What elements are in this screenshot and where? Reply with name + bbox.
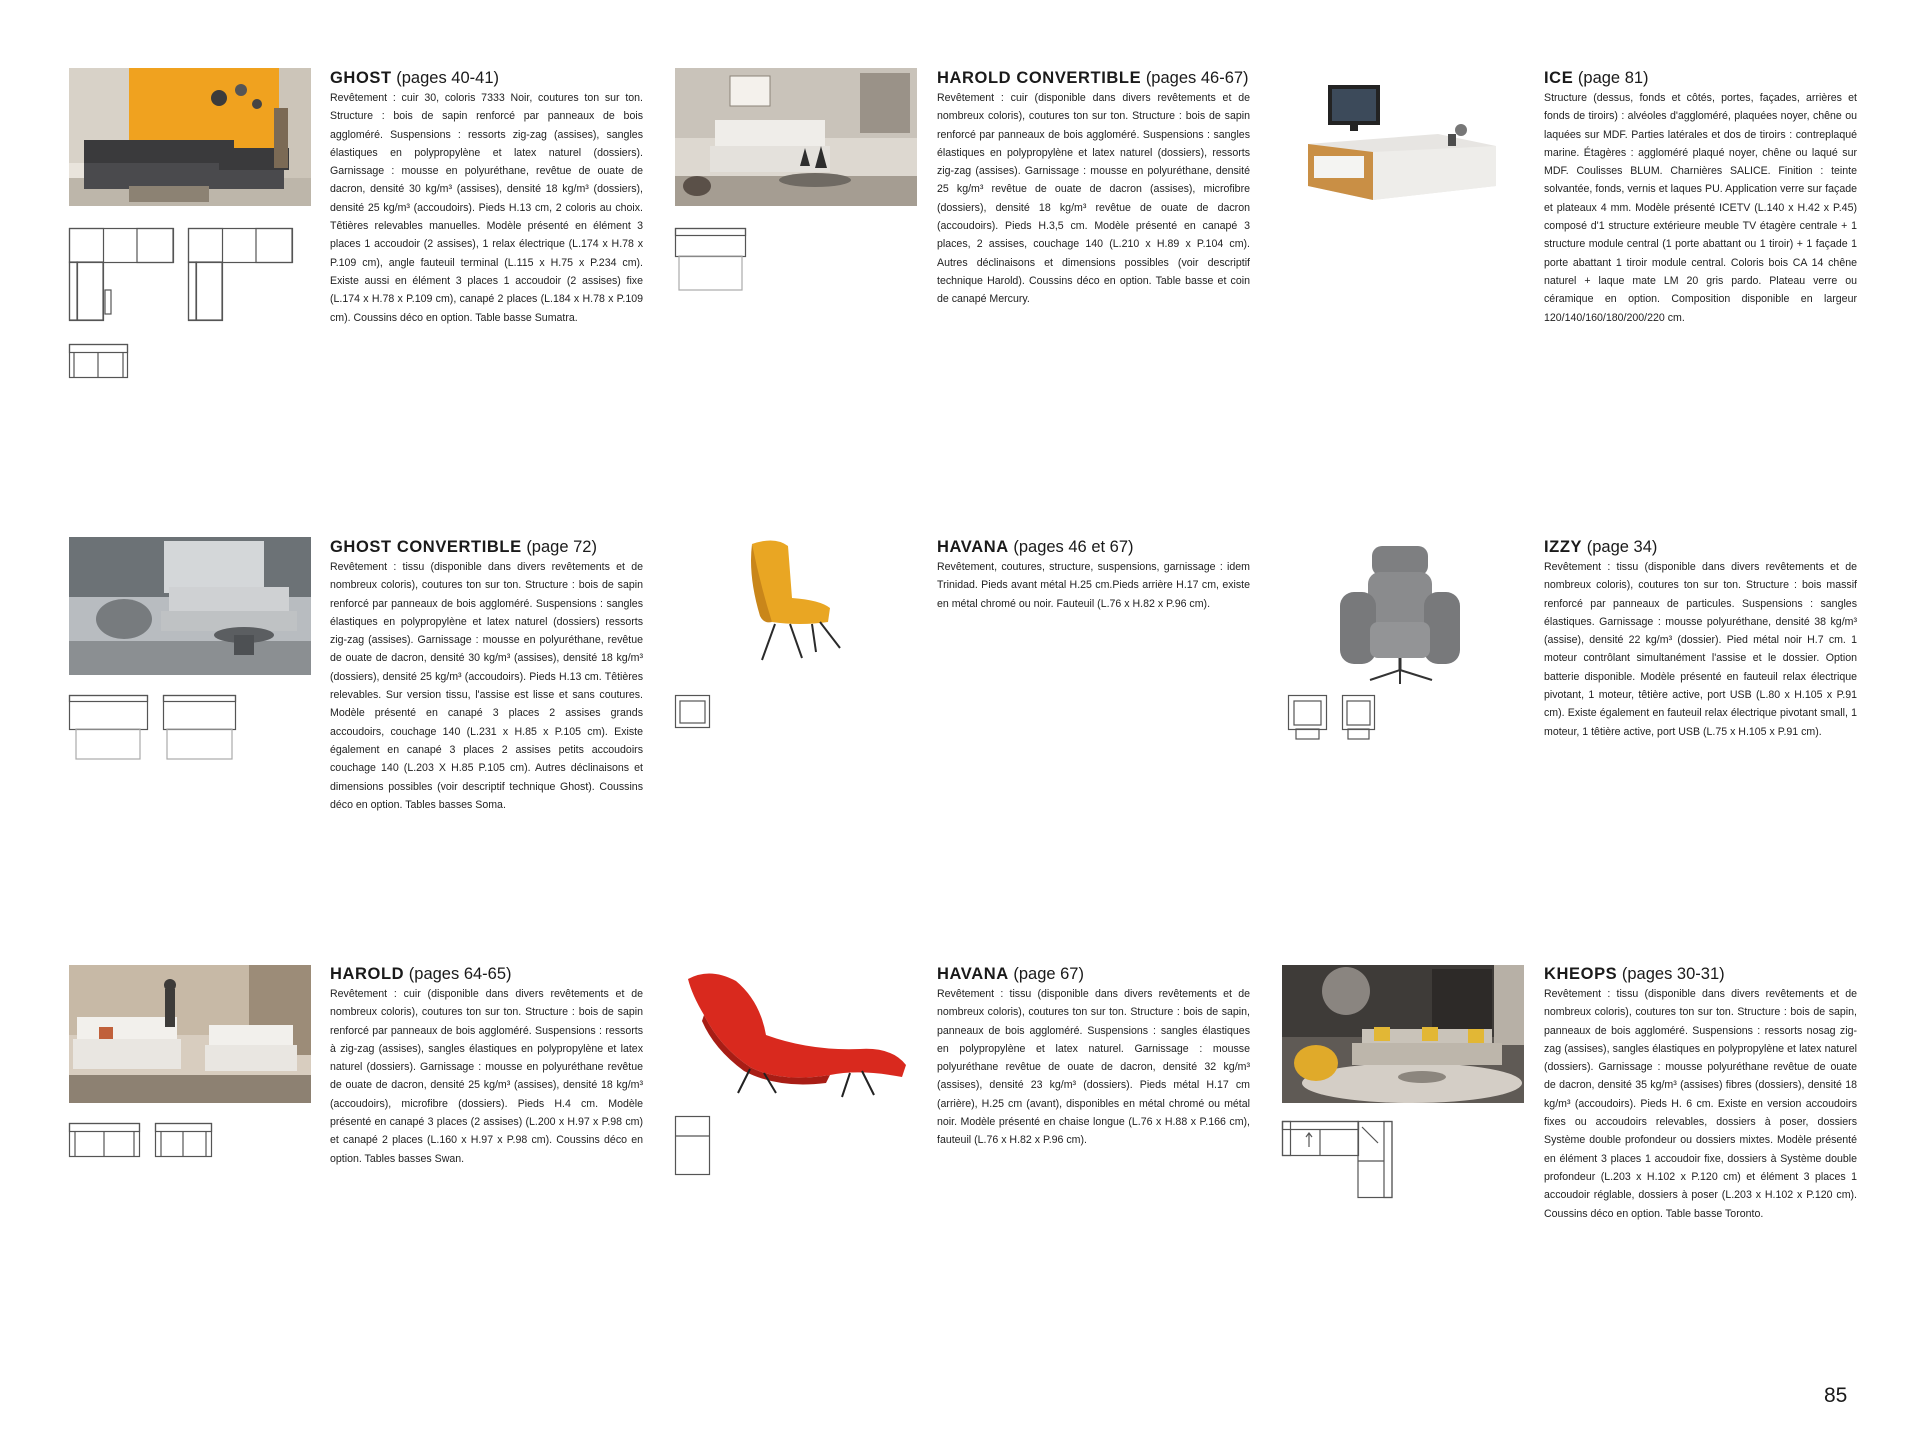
product-description: Revêtement : tissu (disponible dans divers revêtements et de nombreux coloris), coutures ton sur ton. Structure : bois de sapin, panneaux de bois aggloméré. Suspensions : sangles élastiques en polypropylène et latex naturel. Garnissage : mousse polyuréthane revêtue de ouate de dacron, densité 32 kg/m³ (assises), densité 23 kg/m³ (dossiers). Pieds métal H.17 cm (arrière), H.25 cm (avant), disponibles en métal chromé ou métal noir. Modèle présenté en chaise longue (L.76 x H.88 x P.166 cm), fauteuil (L.76 x H.82 x P.96 cm). [937, 988, 1250, 1147]
ghost-convertible-plan-small [163, 695, 241, 763]
product-pages: (page 34) [1586, 538, 1658, 556]
ghost-convertible-plan-large [69, 695, 153, 763]
havana-armchair-product-photo [730, 536, 870, 676]
kheops-product-photo [1282, 965, 1524, 1103]
product-description: Revêtement : cuir (disponible dans divers revêtements et de nombreux coloris), coutures ton sur ton. Structure : bois de sapin renforcé par panneaux de bois aggloméré. Suspensions : ressorts à zig-zag (assises), sangles élastiques en polypropylène et latex naturel (dossiers). Garnissage : mousse en polyuréthane revêtue de ouate de dacron, densité 25 kg/m³ (assises), densité 18 kg/m³ (accoudoirs), microfibre (dossiers). Pieds H.4 cm. Modèle présenté en canapé 3 places (2 assises) (L.200 x H.97 x P.98 cm) et canapé 2 places (L.160 x H.97 x P.98 cm). Coussins déco en option. Tables basses Swan. [330, 988, 643, 1165]
ice-product-photo [1298, 68, 1508, 218]
harold-convertible-bed-plan [675, 228, 751, 294]
harold-convertible-text-block [937, 68, 1250, 309]
harold-product-photo [69, 965, 311, 1103]
product-name: KHEOPS [1544, 965, 1618, 983]
harold-title [330, 964, 643, 984]
kheops-corner-plan [1282, 1121, 1398, 1203]
product-name: HAROLD CONVERTIBLE [937, 69, 1142, 87]
izzy-plan-small [1342, 695, 1382, 743]
product-description: Revêtement : cuir (disponible dans divers revêtements et de nombreux coloris), coutures ton sur ton. Structure : bois de sapin renforcé par panneaux de bois aggloméré. Suspensions : sangles élastiques en polypropylène et latex naturel (dossiers), ressorts zig-zag (assises). Garnissage : mousse en polyuréthane, densité 25 kg/m³ revêtue de ouate de dacron (assises), microfibre (dossiers), densité 18 kg/m³ revêtue de ouate de dacron (accoudoirs). Pieds H.3,5 cm. Modèle présenté en canapé 3 places, 2 assises, couchage 140 (L.210 x H.89 x P.104 cm). Autres déclinaisons et dimensions possibles (voir descriptif technique Harold). Coussins déco en option. Table basse et coin de canapé Mercury. [937, 92, 1250, 306]
harold-convertible-title [937, 68, 1250, 88]
havana-chaise-longue-plan [675, 1116, 713, 1178]
havana-armchair-title [937, 537, 1250, 557]
kheops-title [1544, 964, 1857, 984]
kheops-text-block [1544, 964, 1857, 1223]
ghost-convertible-text-block [330, 537, 643, 814]
product-description: Revêtement, coutures, structure, suspensions, garnissage : idem Trinidad. Pieds avant métal H.25 cm.Pieds arrière H.17 cm, existe en métal chromé ou noir. Fauteuil (L.76 x H.82 x P.96 cm). [937, 561, 1250, 610]
ghost-corner-plan-right [188, 228, 298, 326]
product-description: Revêtement : tissu (disponible dans divers revêtements et de nombreux coloris), coutures ton sur ton. Structure : bois massif renforcé par panneaux de particules. Suspensions : sangles élastiques. Garnissage : mousse polyuréthane, densité 38 kg/m³ (assise), densité 22 kg/m³ (dossier). Pied métal noir H.7 cm. 1 moteur contrôlant simultanément l'assise et le dossier. Option batterie disponible. Modèle présenté en fauteuil relax électrique pivotant, 1 moteur, têtière active, port USB (L.80 x H.105 x P.91 cm). Existe également en fauteuil relax électrique pivotant small, 1 moteur, 1 têtière active, port USB (L.75 x H.105 x P.91 cm). [1544, 561, 1857, 738]
product-description: Revêtement : tissu (disponible dans divers revêtements et de nombreux coloris), coutures ton sur ton. Structure : bois de sapin renforcé par panneaux de bois aggloméré. Suspensions : sangles élastiques en polypropylène et latex naturel (dossiers) ressorts zig-zag (assises). Garnissage : mousse en polyuréthane, revêtue de ouate de dacron, densité 30 kg/m³ (assises), densité 18 kg/m³ (dossiers), densité 25 kg/m³ (accoudoirs). Pieds H.13 cm. Têtières relevables. Sur version tissu, l'assise est lisse et sans coutures. Modèle présenté en canapé 3 places 2 assises grands accoudoirs, couchage 140 (L.231 x H.85 x P.105 cm). Existe également en canapé 3 places 2 assises petits accoudoirs couchage 140 (L.203 X H.85 P.105 cm). Autres déclinaisons et dimensions possibles (voir descriptif technique Ghost). Coussins déco en option. Tables basses Soma. [330, 561, 643, 811]
product-pages: (pages 30-31) [1621, 965, 1725, 983]
product-description: Revêtement : tissu (disponible dans divers revêtements et de nombreux coloris), coutures ton sur ton. Structure : bois de sapin, panneaux de bois aggloméré. Suspensions : ressorts nosag zig-zag (assises), sangles élastiques en polypropylène et latex naturel (dossiers). Garnissage : mousse polyuréthane revêtue de ouate de dacron, densité 35 kg/m³ (assises) fibres (dossiers), densité 18 kg/m³ (accoudoirs). Pieds H. 6 cm. Existe en version accoudoirs fixes ou accoudoirs relevables, dossiers à poser, dossiers Système double profondeur ou dossiers mixtes. Modèle présenté en élément 3 places 1 accoudoir fixe, dossiers à Système double profondeur (L.203 x H.102 x P.120 cm) et élément 3 places 1 accoudoir réglable, dossiers à poser (L.203 x H.102 x P.120 cm). Coussins déco en option. Table basse Toronto. [1544, 988, 1857, 1220]
product-name: GHOST CONVERTIBLE [330, 538, 522, 556]
harold-convertible-product-photo [675, 68, 917, 206]
izzy-product-photo [1320, 538, 1480, 688]
havana-chaise-longue-product-photo [680, 965, 912, 1103]
product-description: Structure (dessus, fonds et côtés, portes, façades, arrières et fonds de tiroirs) : alvéoles d'aggloméré, plaquées noyer, chêne ou laquées sur MDF. Parties latérales et dos de tiroirs : contreplaqué marine. Étagères : aggloméré plaqué noyer, chêne ou laqué sur MDF. Coulisses BLUM. Charnières SALICE. Finition : teinte solvantée, fonds, vernis et laques PU. Application verre sur façade et plateaux 4 mm. Modèle présenté ICETV (L.140 x H.42 x P.45) composé d'1 structure extérieure meuble TV étagère centrale + 1 structure module central (1 porte abattant ou 1 tiroir) + 1 façade 1 porte abattant 1 tiroir module central. Coloris bois CA 14 chêne naturel + laque mate LM 20 gris pardo. Plateau verre ou céramique en option. Composition disponible en largeur 120/140/160/180/200/220 cm. [1544, 92, 1857, 324]
ghost-convertible-title [330, 537, 643, 557]
product-pages: (page 72) [526, 538, 597, 556]
product-name: ICE [1544, 69, 1574, 87]
product-name: HAVANA [937, 965, 1009, 983]
ghost-title [330, 68, 643, 88]
ice-text-block [1544, 68, 1857, 327]
harold-2-seat-plan [155, 1123, 217, 1161]
product-name: GHOST [330, 69, 392, 87]
ice-title [1544, 68, 1857, 88]
havana-armchair-plan [675, 695, 713, 731]
harold-3-seat-plan [69, 1123, 145, 1161]
page-number: 85 [1824, 1384, 1848, 1407]
ghost-convertible-product-photo [69, 537, 311, 675]
izzy-plan-standard [1288, 695, 1332, 743]
ghost-sofa-plan [69, 344, 131, 380]
product-pages: (pages 46-67) [1145, 69, 1249, 87]
izzy-title [1544, 537, 1857, 557]
product-name: IZZY [1544, 538, 1583, 556]
product-pages: (pages 46 et 67) [1013, 538, 1134, 556]
havana-armchair-text-block [937, 537, 1250, 613]
ghost-product-photo [69, 68, 311, 206]
ghost-corner-plan-left [69, 228, 179, 326]
havana-chaise-longue-title [937, 964, 1250, 984]
havana-chaise-longue-text-block [937, 964, 1250, 1150]
product-pages: (page 67) [1013, 965, 1084, 983]
product-description: Revêtement : cuir 30, coloris 7333 Noir, coutures ton sur ton. Structure : bois de sapin renforcé par panneaux de bois aggloméré. Suspensions : ressorts zig-zag (assises), sangles élastiques en polypropylène et latex naturel (dossiers). Garnissage : mousse en polyuréthane, revêtue de ouate de dacron, densité 30 kg/m³ (assises), densité 18 kg/m³ (dossiers), densité 25 kg/m³ (accoudoirs). Pieds H.13 cm, 2 coloris au choix. Têtières relevables manuelles. Modèle présenté en élément 3 places 1 accoudoir (2 assises), 1 relax électrique (L.174 x H.78 x P.109 cm), angle fauteuil terminal (L.115 x H.75 x P.234 cm). Existe aussi en élément 3 places 1 accoudoir (2 assises) fixe (L.174 x H.78 x P.109 cm), canapé 2 places (L.184 x H.78 x P.109 cm). Coussins déco en option. Table basse Sumatra. [330, 92, 643, 324]
product-pages: (pages 40-41) [396, 69, 499, 87]
product-name: HAROLD [330, 965, 405, 983]
product-name: HAVANA [937, 538, 1009, 556]
harold-text-block [330, 964, 643, 1168]
product-pages: (page 81) [1577, 69, 1649, 87]
izzy-text-block [1544, 537, 1857, 741]
ghost-text-block [330, 68, 643, 327]
product-pages: (pages 64-65) [408, 965, 512, 983]
